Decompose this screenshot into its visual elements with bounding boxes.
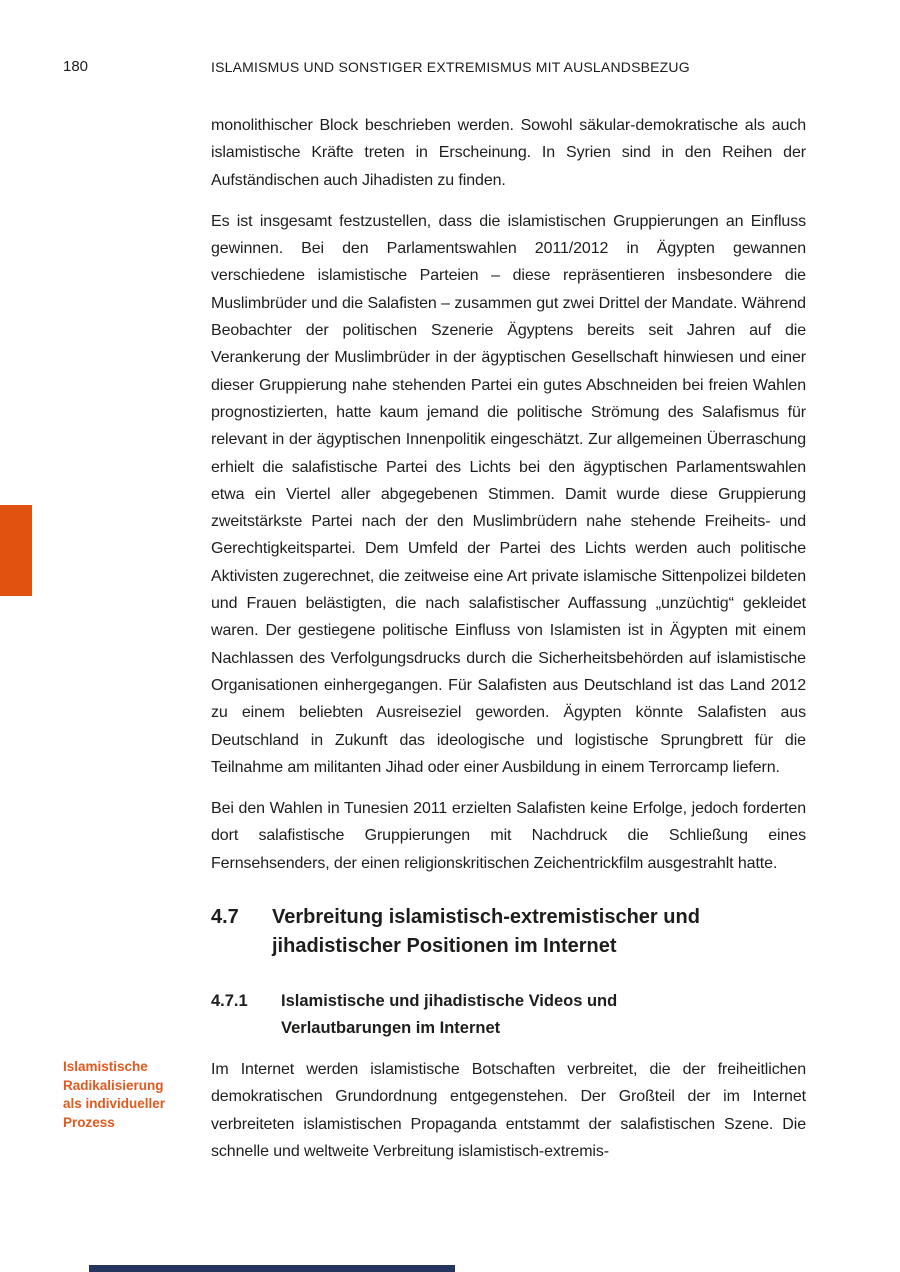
section-number: 4.7 xyxy=(211,906,239,929)
subsection-title xyxy=(281,988,806,1042)
subsection-number: 4.7.1 xyxy=(211,992,248,1011)
page-number: 180 xyxy=(63,58,89,75)
body-paragraph-4: Im Internet werden islamistische Botschaften verbreitet, die der freiheitlichen demokratischen Grundordnung entgegenstehen. Der Großteil der im Internet verbreiteten islamistischen Propaganda entstammt der salafistischen Szene. Die schnelle und weltweite Verbreitung islamistisch-extremis- xyxy=(211,1061,806,1160)
running-head: ISLAMISMUS UND SONSTIGER EXTREMISMUS MIT AUSLANDSBEZUG xyxy=(211,59,690,75)
section-title xyxy=(272,903,806,960)
page-content xyxy=(63,112,806,1165)
body-paragraph-1: monolithischer Block beschrieben werden. Sowohl säkular-demokratische als auch islamistische Kräfte treten in Erscheinung. In Syrien sind in den Reihen der Aufständischen auch Jihadisten zu finden. xyxy=(211,117,806,189)
footer-navy-bar xyxy=(89,1265,455,1272)
section-title-line-2: jihadistischer Positionen im Internet xyxy=(272,934,617,957)
subsection-title-line-1: Islamistische und jihadistische Videos und xyxy=(281,992,618,1011)
section-heading-4-7 xyxy=(211,903,806,960)
paragraph-with-margin-note xyxy=(63,1056,806,1165)
section-title-line-1: Verbreitung islamistisch-extremistischer und xyxy=(272,906,700,929)
body-paragraph-3: Bei den Wahlen in Tunesien 2011 erzielten Salafisten keine Erfolge, jedoch forderten dort salafistische Gruppierungen mit Nachdruck die Schließung eines Fernsehsenders, der einen religionskritischen Zeichentrickfilm ausgestrahlt hatte. xyxy=(211,800,806,872)
body-paragraph-2: Es ist insgesamt festzustellen, dass die islamistischen Gruppierungen an Einfluss gewinnen. Bei den Parlamentswahlen 2011/2012 in Ägypten gewannen verschiedene islamistische Parteien – diese repräsentieren insbesondere die Muslimbrüder und die Salafisten – zusammen gut zwei Drittel der Mandate. Während Beobachter der politischen Szenerie Ägyptens bereits seit Jahren auf die Verankerung der Muslimbrüder in der ägyptischen Gesellschaft hinwiesen und einer dieser Gruppierung nahe stehenden Partei ein gutes Abschneiden bei freien Wahlen prognostizierten, hatte kaum jemand die politische Strömung des Salafismus für relevant in der ägyptischen Innenpolitik eingeschätzt. Zur allgemeinen Überraschung erhielt die salafistische Partei des Lichts bei den ägyptischen Parlamentswahlen etwa ein Viertel aller abgegebenen Stimmen. Damit wurde diese Gruppierung zweitstärkste Partei nach der den Muslimbrüdern nahe stehende Freiheits- und Gerechtigkeitspartei. Dem Umfeld der Partei des Lichts werden auch politische Aktivisten zugerechnet, die zeitweise eine Art private islamische Sittenpolizei bildeten und Frauen belästigten, die nach salafistischer Auffassung „unzüchtig“ gekleidet waren. Der gestiegene politische Einfluss von Islamisten ist in Ägypten mit einem Nachlassen des Verfolgungsdrucks durch die Sicherheitsbehörden auf islamistische Organisationen einhergegangen. Für Salafisten aus Deutschland ist das Land 2012 zu einem beliebten Ausreiseziel geworden. Ägypten könnte Salafisten aus Deutschland in Zukunft das ideologische und logistische Sprungbrett für die Teilnahme am militanten Jihad oder einer Ausbildung in einem Terrorcamp liefern. xyxy=(211,212,806,776)
subsection-heading-4-7-1 xyxy=(211,988,806,1042)
subsection-title-line-2: Verlautbarungen im Internet xyxy=(281,1019,501,1038)
chapter-edge-marker xyxy=(0,505,32,596)
margin-note: Islamistische Radikalisierung als individueller Prozess xyxy=(63,1059,166,1130)
